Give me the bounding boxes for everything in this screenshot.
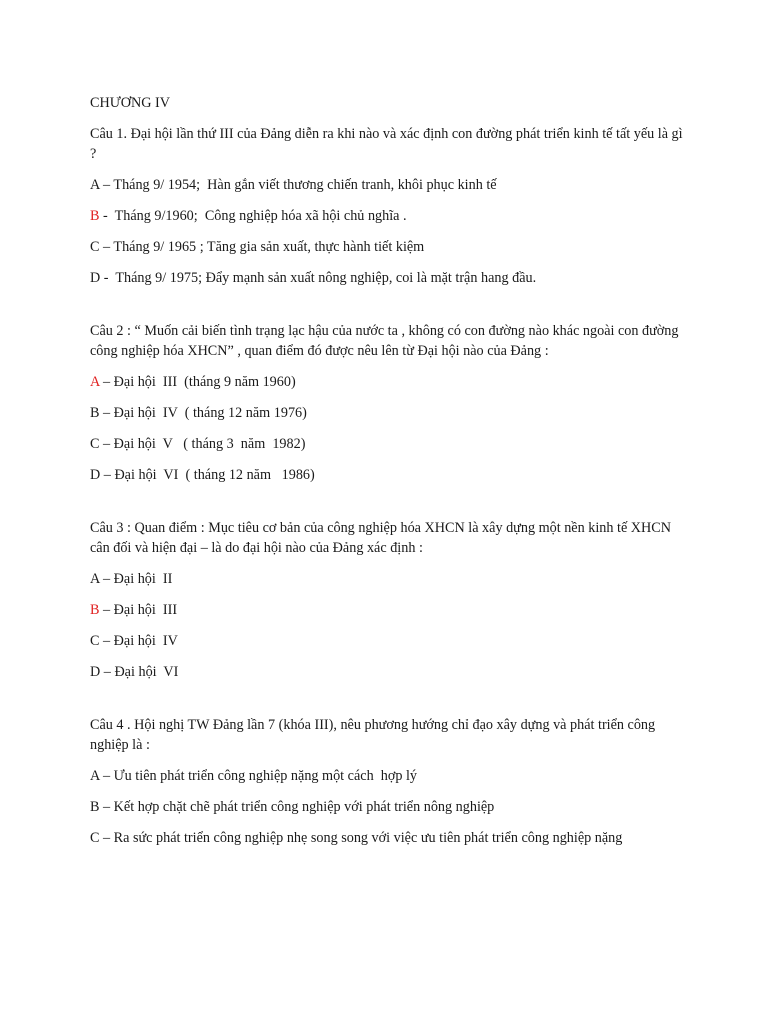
option-text: – Tháng 9/ 1965 ; Tăng gia sản xuất, thực hành tiết kiệm (99, 239, 425, 255)
answer-option (90, 465, 690, 485)
option-letter: A (90, 768, 100, 784)
option-text: – Ưu tiên phát triển công nghiệp nặng một cách hợp lý (99, 768, 418, 784)
option-text: – Đại hội III (99, 602, 178, 618)
answer-option-correct (90, 206, 690, 226)
option-letter: C (90, 239, 100, 255)
option-letter: D (90, 664, 101, 680)
option-letter: A (90, 177, 100, 193)
spacer (90, 299, 690, 321)
option-text: – Kết hợp chặt chẽ phát triển công nghiệp với phát triển nông nghiệp (99, 799, 495, 815)
option-text: – Đại hội V ( tháng 3 năm 1982) (99, 436, 306, 452)
question-text: Câu 4 . Hội nghị TW Đảng lần 7 (khóa III), nêu phương hướng chỉ đạo xây dựng và phát triển công nghiệp là : (90, 717, 656, 753)
option-letter: C (90, 830, 100, 846)
option-text: - Tháng 9/1960; Công nghiệp hóa xã hội chủ nghĩa . (99, 208, 407, 224)
answer-option (90, 175, 690, 195)
question-text: Câu 2 : “ Muốn cải biến tình trạng lạc hậu của nước ta , không có con đường nào khác ngoài con đường công nghiệp hóa XHCN” , quan điểm đó được nêu lên từ Đại hội nào của Đảng : (90, 323, 679, 359)
option-letter: C (90, 436, 100, 452)
answer-option (90, 631, 690, 651)
chapter-title: CHƯƠNG IV (90, 95, 170, 111)
question-block (90, 321, 690, 485)
answer-option (90, 569, 690, 589)
answer-option (90, 797, 690, 817)
option-letter: C (90, 633, 100, 649)
option-text: - Tháng 9/ 1975; Đẩy mạnh sản xuất nông nghiệp, coi là mặt trận hang đầu. (100, 270, 537, 286)
option-text: – Đại hội IV ( tháng 12 năm 1976) (99, 405, 307, 421)
question-text: Câu 3 : Quan điểm : Mục tiêu cơ bản của công nghiệp hóa XHCN là xây dựng một nền kinh tế XHCN cân đối và hiện đại – là do đại hội nào của Đảng xác định : (90, 520, 672, 556)
answer-option (90, 403, 690, 423)
question-block (90, 518, 690, 682)
question-block (90, 124, 690, 288)
option-letter-correct: B (90, 208, 100, 224)
answer-option (90, 828, 690, 848)
option-letter: D (90, 270, 101, 286)
option-letter-correct: B (90, 602, 100, 618)
spacer (90, 693, 690, 715)
answer-option-correct (90, 600, 690, 620)
spacer (90, 496, 690, 518)
option-text: – Đại hội III (tháng 9 năm 1960) (99, 374, 296, 390)
option-letter: A (90, 571, 100, 587)
option-text: – Đại hội II (99, 571, 173, 587)
answer-option (90, 766, 690, 786)
option-letter: B (90, 799, 100, 815)
answer-option (90, 662, 690, 682)
option-letter: D (90, 467, 101, 483)
option-text: – Đại hội VI ( tháng 12 năm 1986) (100, 467, 315, 483)
answer-option (90, 268, 690, 288)
question-text: Câu 1. Đại hội lần thứ III của Đảng diễn ra khi nào và xác định con đường phát triển kinh tế tất yếu là gì ? (90, 126, 683, 162)
option-letter: B (90, 405, 100, 421)
document-page (90, 93, 690, 859)
option-letter-correct: A (90, 374, 100, 390)
question-block (90, 715, 690, 848)
answer-option (90, 237, 690, 257)
option-text: – Tháng 9/ 1954; Hàn gắn viết thương chiến tranh, khôi phục kinh tế (99, 177, 497, 193)
answer-option-correct (90, 372, 690, 392)
option-text: – Đại hội VI (100, 664, 179, 680)
answer-option (90, 434, 690, 454)
option-text: – Ra sức phát triển công nghiệp nhẹ song song với việc ưu tiên phát triển công nghiệp nặng (99, 830, 623, 846)
option-text: – Đại hội IV (99, 633, 178, 649)
